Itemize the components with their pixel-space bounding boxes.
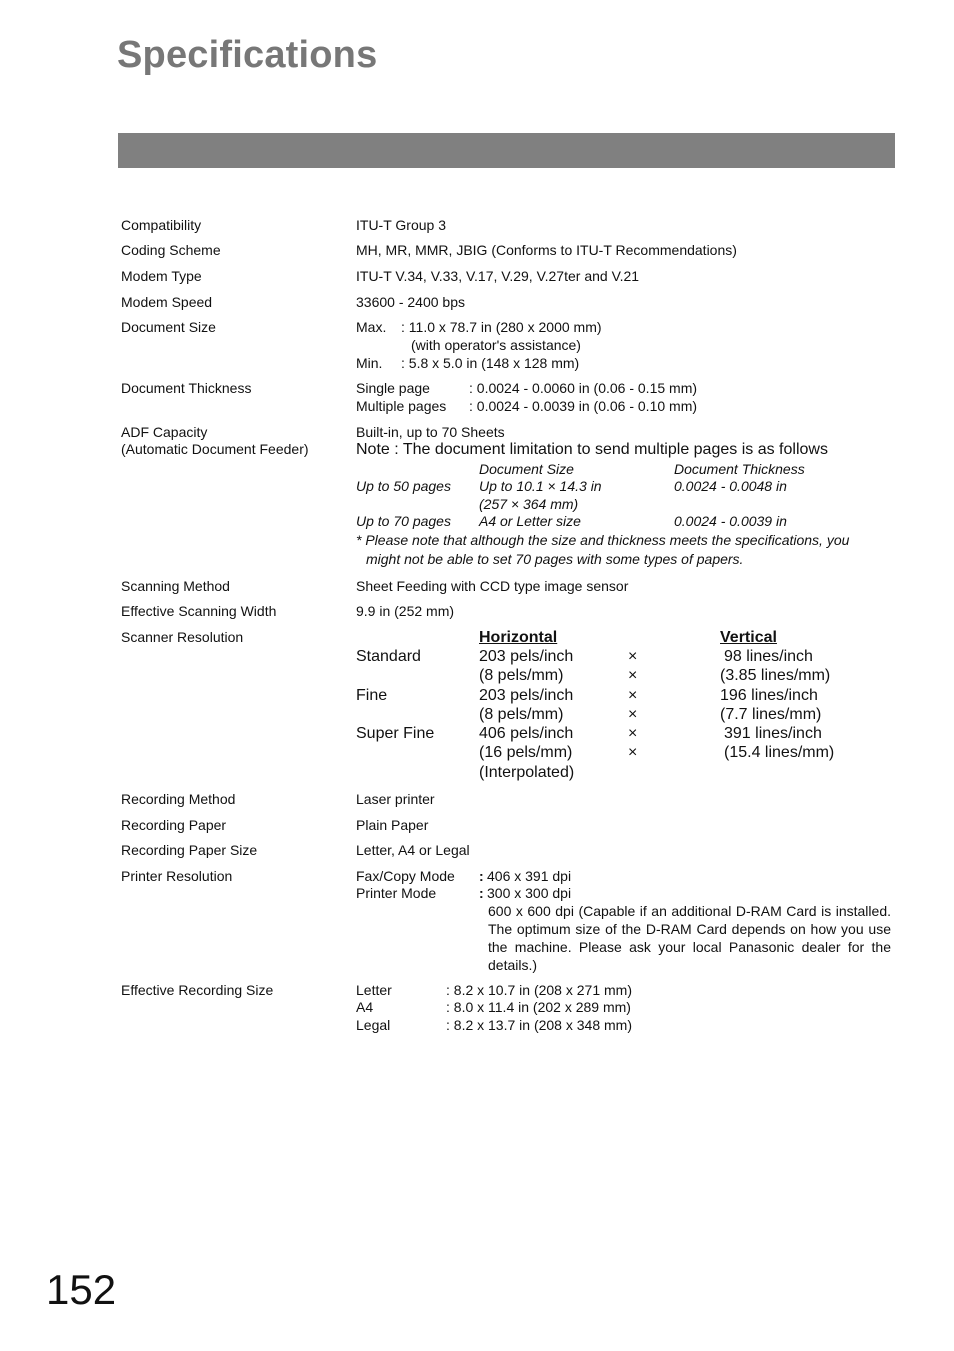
adf-footnote-line2: might not be able to set 70 pages with some types of papers. [366, 551, 744, 567]
adf-footnote-line1: * Please note that although the size and thickness meets the specifications, you [356, 532, 850, 548]
thickness-multi-label: Multiple pages [356, 398, 447, 414]
thickness-multi-value: : 0.0024 - 0.0039 in (0.06 - 0.10 mm) [469, 398, 698, 414]
printer-res-printer-value: 300 x 300 dpi [487, 885, 572, 901]
printer-res-printer-label: Printer Mode [356, 885, 437, 901]
spec-label-scanner-res: Scanner Resolution [121, 629, 244, 645]
res-superfine-h3: (Interpolated) [479, 764, 575, 781]
doc-size-max-label: Max. [356, 319, 387, 335]
rec-size-letter-value: : 8.2 x 10.7 in (208 x 271 mm) [446, 982, 632, 998]
res-fine-label: Fine [356, 687, 388, 704]
printer-res-fax-value: 406 x 391 dpi [487, 868, 572, 884]
spec-label-adf-sub: (Automatic Document Feeder) [121, 441, 309, 457]
res-fine-h2: (8 pels/mm) [479, 706, 564, 723]
res-superfine-h1: 406 pels/inch [479, 725, 574, 742]
spec-label-rec-paper: Recording Paper [121, 817, 227, 833]
spec-label-rec-size: Effective Recording Size [121, 982, 274, 998]
spec-value-scanning-method: Sheet Feeding with CCD type image sensor [356, 578, 629, 594]
spec-label-modem-type: Modem Type [121, 268, 202, 284]
adf-row1-size-mm: (257 × 364 mm) [479, 496, 579, 512]
page-title: Specifications [117, 34, 378, 76]
spec-label-rec-paper-size: Recording Paper Size [121, 842, 258, 858]
res-fine-v1: 196 lines/inch [720, 687, 818, 704]
adf-col-size: Document Size [479, 461, 574, 477]
spec-label-compatibility: Compatibility [121, 217, 202, 233]
res-superfine-h2: (16 pels/mm) [479, 744, 573, 761]
spec-label-coding: Coding Scheme [121, 242, 221, 258]
res-superfine-label: Super Fine [356, 725, 435, 742]
spec-value-modem-type: ITU-T V.34, V.33, V.17, V.29, V.27ter and V.21 [356, 268, 640, 284]
rec-size-letter-label: Letter [356, 982, 392, 998]
spec-label-modem-speed: Modem Speed [121, 294, 213, 310]
spec-value-rec-method: Laser printer [356, 791, 435, 807]
spec-label-doc-thickness: Document Thickness [121, 380, 252, 396]
times-icon: × [628, 648, 638, 665]
res-standard-v1: 98 lines/inch [724, 648, 813, 665]
res-standard-label: Standard [356, 648, 421, 665]
res-standard-h2: (8 pels/mm) [479, 667, 564, 684]
spec-value-modem-speed: 33600 - 2400 bps [356, 294, 465, 310]
adf-row1-thickness: 0.0024 - 0.0048 in [674, 478, 787, 494]
printer-res-fax-colon: : [479, 868, 484, 884]
res-standard-h1: 203 pels/inch [479, 648, 574, 665]
doc-size-min-label: Min. [356, 355, 383, 371]
printer-res-printer-colon: : [479, 885, 484, 901]
spec-label-adf: ADF Capacity [121, 424, 208, 440]
adf-row1-label: Up to 50 pages [356, 478, 451, 494]
res-standard-v2: (3.85 lines/mm) [720, 667, 831, 684]
adf-row2-thickness: 0.0024 - 0.0039 in [674, 513, 787, 529]
res-fine-v2: (7.7 lines/mm) [720, 706, 822, 723]
rec-size-a4-value: : 8.0 x 11.4 in (202 x 289 mm) [446, 999, 631, 1015]
header-bar [118, 133, 895, 168]
rec-size-legal-label: Legal [356, 1017, 391, 1033]
printer-res-fax-label: Fax/Copy Mode [356, 868, 455, 884]
spec-label-rec-method: Recording Method [121, 791, 236, 807]
spec-label-scanning-method: Scanning Method [121, 578, 230, 594]
res-superfine-v2: (15.4 lines/mm) [724, 744, 835, 761]
spec-value-coding: MH, MR, MMR, JBIG (Conforms to ITU-T Recommendations) [356, 242, 737, 258]
doc-size-min-value: : 5.8 x 5.0 in (148 x 128 mm) [401, 355, 580, 371]
spec-value-scan-width: 9.9 in (252 mm) [356, 603, 455, 619]
res-header-horizontal: Horizontal [479, 629, 558, 646]
times-icon: × [628, 687, 638, 704]
thickness-single-label: Single page [356, 380, 430, 396]
printer-res-dram-note: 600 x 600 dpi (Capable if an additional D-RAM Card is installed. The optimum size of the D-RAM Card depends on how you use the machine. Please ask your local Panasonic dealer for the details.) [488, 903, 891, 973]
spec-label-scan-width: Effective Scanning Width [121, 603, 277, 619]
adf-col-thickness: Document Thickness [674, 461, 805, 477]
res-superfine-v1: 391 lines/inch [724, 725, 822, 742]
res-header-vertical: Vertical [720, 629, 777, 646]
spec-value-rec-paper-size: Letter, A4 or Legal [356, 842, 470, 858]
spec-value-compatibility: ITU-T Group 3 [356, 217, 446, 233]
times-icon: × [628, 725, 638, 742]
spec-label-doc-size: Document Size [121, 319, 216, 335]
times-icon: × [628, 744, 638, 761]
spec-label-printer-res: Printer Resolution [121, 868, 233, 884]
spec-value-rec-paper: Plain Paper [356, 817, 429, 833]
rec-size-legal-value: : 8.2 x 13.7 in (208 x 348 mm) [446, 1017, 632, 1033]
page-number: 152 [46, 1266, 117, 1313]
times-icon: × [628, 667, 638, 684]
adf-value: Built-in, up to 70 Sheets [356, 424, 505, 440]
doc-size-max-note: (with operator's assistance) [411, 337, 581, 353]
adf-row2-label: Up to 70 pages [356, 513, 451, 529]
thickness-single-value: : 0.0024 - 0.0060 in (0.06 - 0.15 mm) [469, 380, 698, 396]
times-icon: × [628, 706, 638, 723]
adf-row1-size: Up to 10.1 × 14.3 in [479, 478, 602, 494]
rec-size-a4-label: A4 [356, 999, 374, 1015]
doc-size-max-value: : 11.0 x 78.7 in (280 x 2000 mm) [401, 319, 602, 335]
res-fine-h1: 203 pels/inch [479, 687, 574, 704]
adf-row2-size: A4 or Letter size [479, 513, 581, 529]
adf-note: Note : The document limitation to send multiple pages is as follows [356, 441, 828, 458]
